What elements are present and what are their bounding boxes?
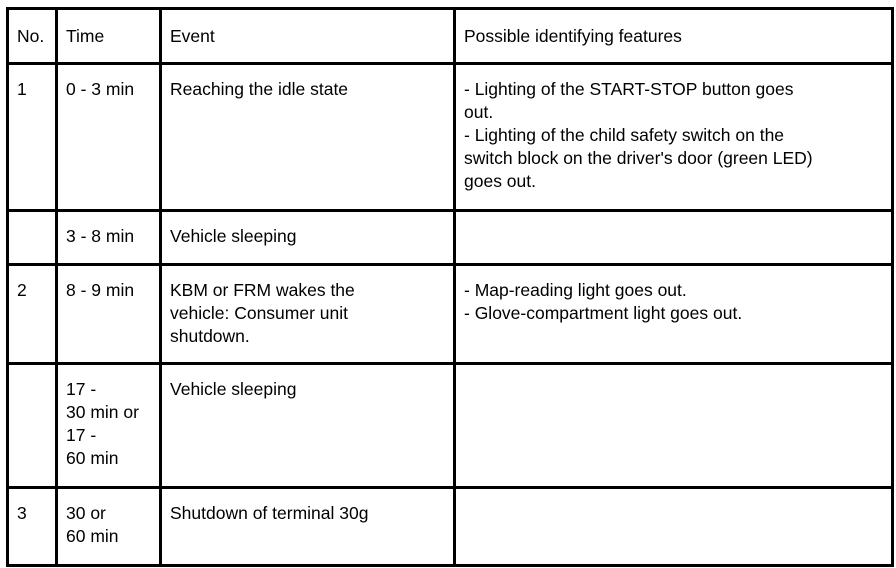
cell-features [455,364,893,488]
cell-time: 3 - 8 min [57,211,161,265]
table-row [8,488,893,566]
cell-features [455,488,893,566]
table-row [8,64,893,211]
vehicle-sleep-sequence-table [6,7,894,567]
cell-time: 17 - 30 min or 17 - 60 min [57,364,161,488]
cell-event: KBM or FRM wakes the vehicle: Consumer unit shutdown. [161,265,455,364]
cell-event: Shutdown of terminal 30g [161,488,455,566]
cell-no [8,364,57,488]
table-row [8,211,893,265]
header-features: Possible identifying features [455,9,893,64]
cell-event: Vehicle sleeping [161,364,455,488]
cell-no: 3 [8,488,57,566]
cell-time: 0 - 3 min [57,64,161,211]
cell-time: 30 or 60 min [57,488,161,566]
cell-no: 2 [8,265,57,364]
header-time: Time [57,9,161,64]
cell-event: Reaching the idle state [161,64,455,211]
cell-time: 8 - 9 min [57,265,161,364]
cell-features [455,211,893,265]
cell-no [8,211,57,265]
cell-event: Vehicle sleeping [161,211,455,265]
table-row [8,265,893,364]
cell-features: - Map-reading light goes out. - Glove-compartment light goes out. [455,265,893,364]
header-no: No. [8,9,57,64]
header-row [8,9,893,64]
cell-features: - Lighting of the START-STOP button goes out. - Lighting of the child safety switch on the switch block on the driver's door (green LED) goes out. [455,64,893,211]
header-event: Event [161,9,455,64]
table-row [8,364,893,488]
cell-no: 1 [8,64,57,211]
